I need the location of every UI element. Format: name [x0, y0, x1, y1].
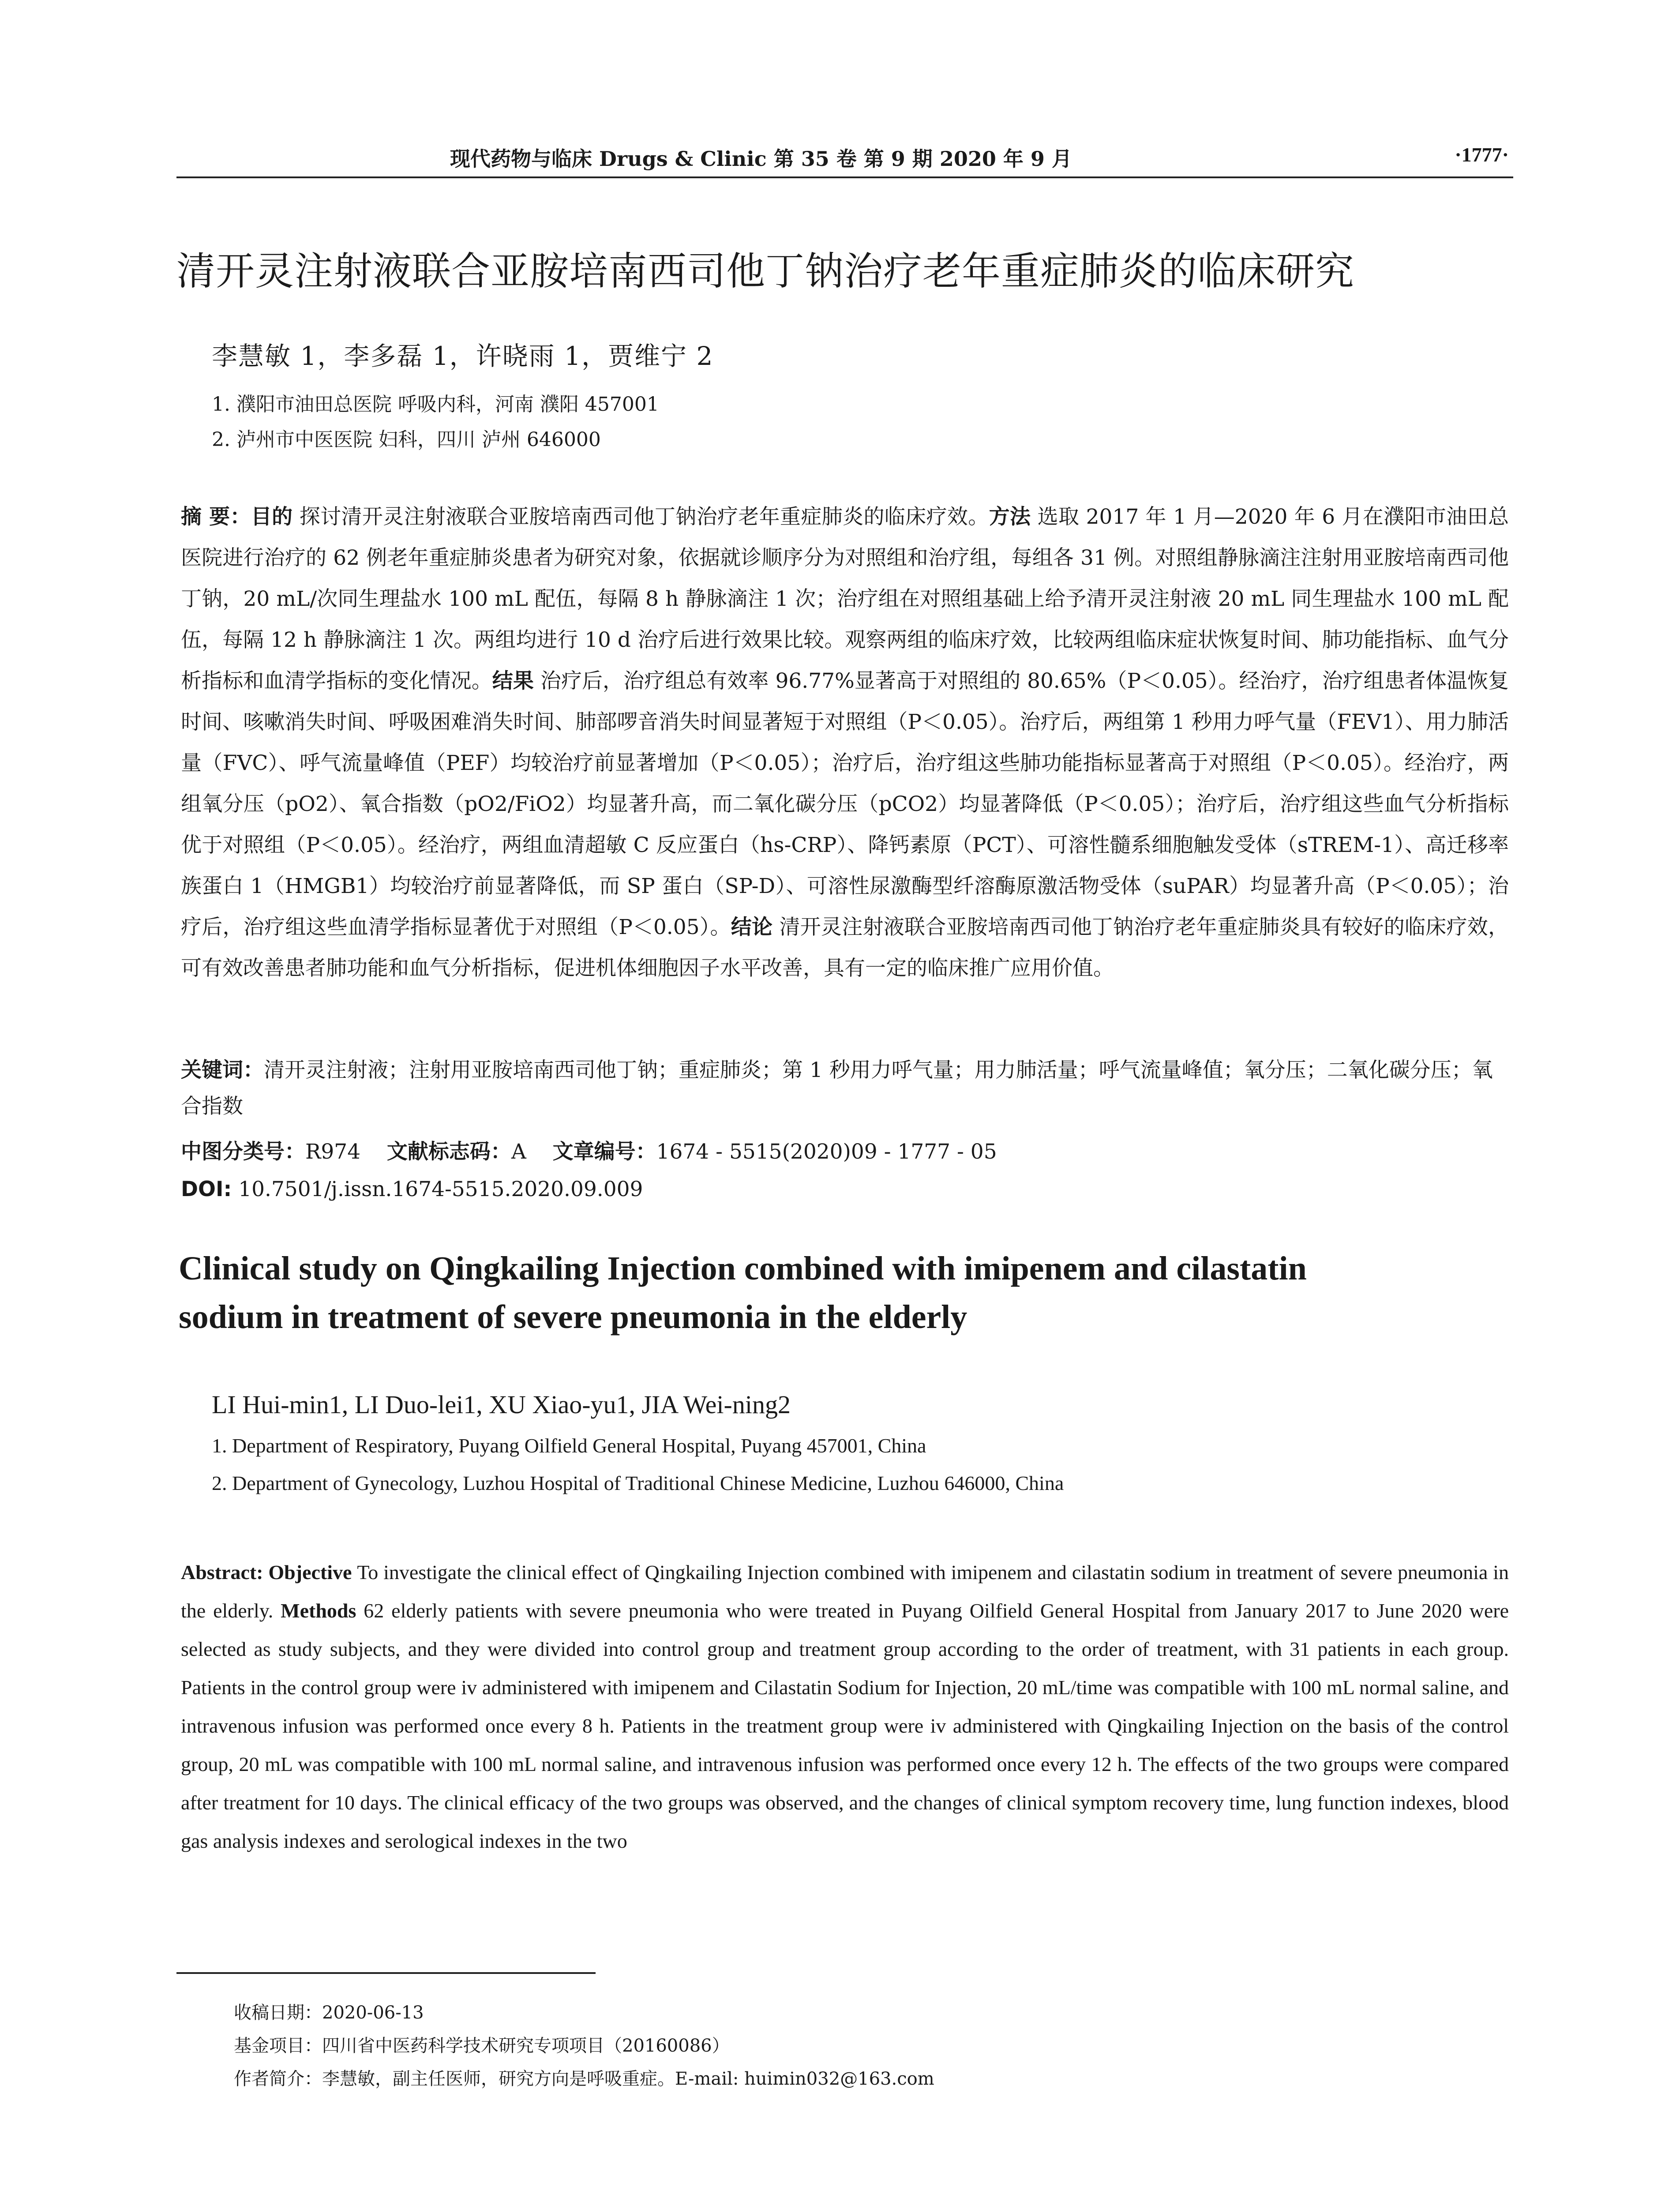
english-title [179, 1244, 1511, 1341]
english-authors: LI Hui-min1, LI Duo-lei1, XU Xiao-yu1, JIA Wei-ning2 [212, 1390, 791, 1419]
results-text: 治疗后，治疗组总有效率 96.77%显著高于对照组的 80.65%（P＜0.05）。经治疗，治疗组患者体温恢复时间、咳嗽消失时间、呼吸困难消失时间、肺部啰音消失时间显著短于对照组（P＜0.05）。治疗后，两组第 1 秒用力呼气量（FEV1）、用力肺活量（FVC）、呼气流量峰值（PEF）均较治疗前显著增加（P＜0.05）；治疗后，治疗组这些肺功能指标显著高于对照组（P＜0.05）。经治疗，两组氧分压（pO2）、氧合指数（pO2/FiO2）均显著升高，而二氧化碳分压（pCO2）均显著降低（P＜0.05）；治疗后，治疗组这些血气分析指标优于对照组（P＜0.05）。经治疗，两组血清超敏 C 反应蛋白（hs-CRP）、降钙素原（PCT）、可溶性髓系细胞触发受体（sTREM-1）、高迁移率族蛋白 1（HMGB1）均较治疗前显著降低，而 SP 蛋白（SP-D）、可溶性尿激酶型纤溶酶原激活物受体（suPAR）均显著升高（P＜0.05）；治疗后，治疗组这些血清学指标显著优于对照组（P＜0.05）。 [181, 669, 1509, 939]
doi-line [181, 1171, 1509, 1208]
chinese-abstract [181, 496, 1509, 989]
chinese-affiliation-1: 1. 濮阳市油田总医院 呼吸内科，河南 濮阳 457001 [212, 393, 659, 416]
objective-text: 探讨清开灵注射液联合亚胺培南西司他丁钠治疗老年重症肺炎的临床疗效。 [299, 505, 989, 529]
results-label: 结果 [492, 669, 534, 693]
abstract-label: 摘 要： [181, 505, 251, 529]
conclusion-label: 结论 [731, 915, 773, 939]
chinese-affiliation-2: 2. 泸州市中医医院 妇科，四川 泸州 646000 [212, 428, 601, 451]
received-date [234, 1999, 424, 2024]
fund-label: 基金项目： [234, 2036, 322, 2056]
en-objective-text: To investigate the clinical effect of Qingkailing Injection combined with imipenem and cilastatin sodium in treatment of severe pneumonia in the elderly. [181, 1561, 1509, 1622]
chinese-authors: 李慧敏 1，李多磊 1，许晓雨 1，贾维宁 2 [212, 341, 714, 371]
keywords [181, 1052, 1509, 1125]
received-value: 2020-06-13 [322, 2003, 424, 2023]
english-title-line-1: Clinical study on Qingkailing Injection combined with imipenem and cilastatin [179, 1250, 1307, 1287]
doc-code-label: 文献标志码： [386, 1140, 511, 1164]
classification-line [181, 1134, 1509, 1170]
doc-code-value: A [511, 1140, 526, 1164]
objective-label: 目的 [251, 505, 293, 529]
keywords-label: 关键词： [181, 1058, 264, 1082]
footnote-rule [176, 1972, 596, 1974]
running-header [176, 132, 1509, 176]
fund [234, 2032, 730, 2057]
page-number: ·1777· [1455, 143, 1509, 166]
author-bio [234, 2065, 934, 2090]
author-value: 李慧敏，副主任医师，研究方向是呼吸重症。E-mail: huimin032@163.com [322, 2069, 934, 2089]
header-rule [176, 176, 1513, 178]
en-objective-label: Objective [268, 1561, 352, 1583]
english-affiliation-2: 2. Department of Gynecology, Luzhou Hospital of Traditional Chinese Medicine, Luzhou 646000, China [212, 1472, 1064, 1494]
keywords-text: 清开灵注射液；注射用亚胺培南西司他丁钠；重症肺炎；第 1 秒用力呼气量；用力肺活量；呼气流量峰值；氧分压；二氧化碳分压；氧合指数 [181, 1058, 1493, 1118]
article-no-value: 1674 - 5515(2020)09 - 1777 - 05 [656, 1140, 997, 1164]
fund-value: 四川省中医药科学技术研究专项项目（20160086） [322, 2036, 730, 2056]
doi-value: 10.7501/j.issn.1674-5515.2020.09.009 [238, 1177, 643, 1201]
doi-label: DOI: [181, 1177, 232, 1201]
english-title-line-2: sodium in treatment of severe pneumonia in the elderly [179, 1298, 968, 1336]
en-abstract-label: Abstract: [181, 1561, 263, 1583]
english-affiliation-1: 1. Department of Respiratory, Puyang Oilfield General Hospital, Puyang 457001, China [212, 1434, 926, 1457]
en-methods-label: Methods [281, 1599, 356, 1622]
conclusion-text: 清开灵注射液联合亚胺培南西司他丁钠治疗老年重症肺炎具有较好的临床疗效，可有效改善患者肺功能和血气分析指标，促进机体细胞因子水平改善，具有一定的临床推广应用价值。 [181, 915, 1509, 980]
clc-value: R974 [305, 1140, 361, 1164]
chinese-title: 清开灵注射液联合亚胺培南西司他丁钠治疗老年重症肺炎的临床研究 [176, 248, 1355, 294]
article-no-label: 文章编号： [552, 1140, 656, 1164]
author-label: 作者简介： [234, 2069, 322, 2089]
received-label: 收稿日期： [234, 2003, 322, 2023]
journal-title: 现代药物与临床 Drugs & Clinic 第 35 卷 第 9 期 2020 年 9 月 [450, 147, 1072, 171]
methods-text: 选取 2017 年 1 月—2020 年 6 月在濮阳市油田总医院进行治疗的 62 例老年重症肺炎患者为研究对象，依据就诊顺序分为对照组和治疗组，每组各 31 例。对照组静脉滴注注射用亚胺培南西司他丁钠，20 mL/次同生理盐水 100 mL 配伍，每隔 8 h 静脉滴注 1 次；治疗组在对照组基础上给予清开灵注射液 20 mL 同生理盐水 100 mL 配伍，每隔 12 h 静脉滴注 1 次。两组均进行 10 d 治疗后进行效果比较。观察两组的临床疗效，比较两组临床症状恢复时间、肺功能指标、血气分析指标和血清学指标的变化情况。 [181, 505, 1509, 693]
methods-label: 方法 [989, 505, 1031, 529]
clc-label: 中图分类号： [181, 1140, 305, 1164]
en-methods-text: 62 elderly patients with severe pneumonia who were treated in Puyang Oilfield General Hospital from January 2017 to June 2020 were selected as study subjects, and they were divided into control group and treatment group according to the order of treatment, with 31 patients in each group. Patients in the control group were iv administered with imipenem and Cilastatin Sodium for Injection, 20 mL/time was compatible with 100 mL normal saline, and intravenous infusion was performed once every 8 h. Patients in the treatment group were iv administered with Qingkailing Injection on the basis of the control group, 20 mL was compatible with 100 mL normal saline, and intravenous infusion was performed once every 12 h. The effects of the two groups were compared after treatment for 10 days. The clinical efficacy of the two groups was observed, and the changes of clinical symptom recovery time, lung function indexes, blood gas analysis indexes and serological indexes in the two [181, 1599, 1509, 1852]
english-abstract [181, 1553, 1509, 1860]
